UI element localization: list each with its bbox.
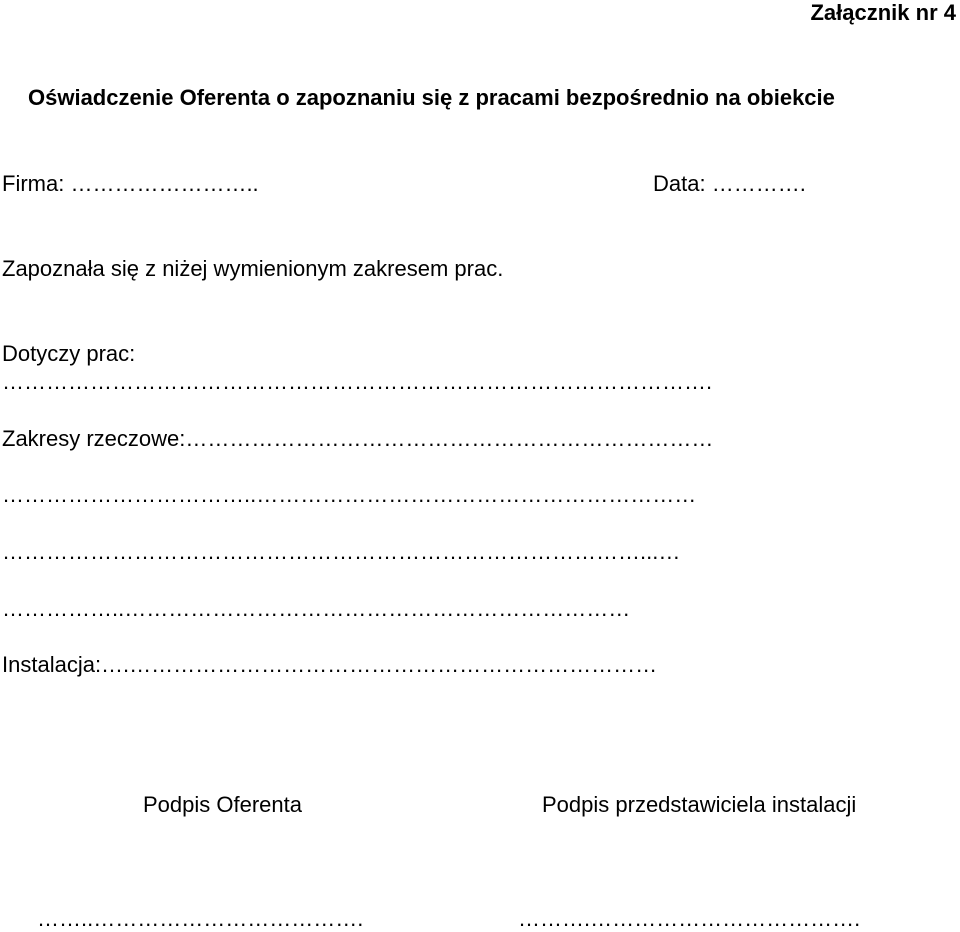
attachment-label: Załącznik nr 4	[810, 0, 956, 25]
zakresy-line-1: ……………………………..……………………………………………………	[2, 482, 697, 507]
data-field: Data: ………….	[653, 171, 806, 196]
acknowledgement-text: Zapoznała się z niżej wymienionym zakresem prac.	[2, 256, 504, 281]
document-title: Oświadczenie Oferenta o zapoznaniu się z pracami bezpośrednio na obiekcie	[28, 85, 835, 110]
instalacja-field: Instalacja:….………………………………………………………………	[2, 652, 658, 677]
signature-oferent-line: ……..……………………………….	[37, 906, 364, 931]
signature-instalacja-line: ……….……………………………….	[518, 906, 861, 931]
zakresy-line-2: ……………………………………………………………………………...…	[2, 539, 681, 564]
zakresy-line-3: ……………..……………………………………………………………	[2, 596, 631, 621]
firma-field: Firma: ……………………..	[2, 171, 259, 196]
signature-oferent-label: Podpis Oferenta	[143, 792, 302, 817]
dotyczy-label: Dotyczy prac:	[2, 341, 136, 366]
zakresy-field: Zakresy rzeczowe:………………………………………………………………	[2, 426, 714, 451]
dotyczy-line: …………………………………………………………………………………….	[2, 369, 713, 394]
signature-instalacja-label: Podpis przedstawiciela instalacji	[542, 792, 857, 817]
